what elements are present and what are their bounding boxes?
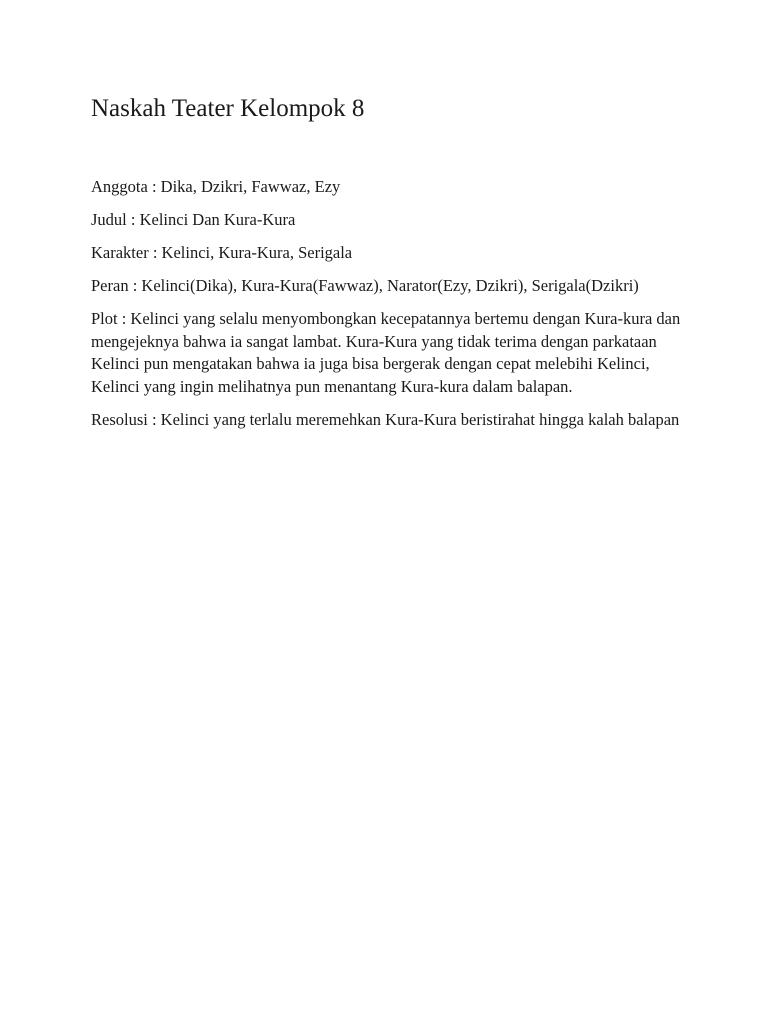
- story-title-line: Judul : Kelinci Dan Kura-Kura: [91, 210, 296, 229]
- document-title: Naskah Teater Kelompok 8: [91, 95, 365, 122]
- characters-line: Karakter : Kelinci, Kura-Kura, Serigala: [91, 243, 353, 262]
- resolution-paragraph: Resolusi : Kelinci yang terlalu meremehkan Kura-Kura beristirahat hingga kalah balapan: [91, 409, 680, 429]
- members-line: Anggota : Dika, Dzikri, Fawwaz, Ezy: [91, 177, 341, 196]
- roles-line: Peran : Kelinci(Dika), Kura-Kura(Fawwaz), Narator(Ezy, Dzikri), Serigala(Dzikri): [91, 276, 639, 295]
- plot-paragraph: Plot : Kelinci yang selalu menyombongkan kecepatannya bertemu dengan Kura-kura dan mengejeknya bahwa ia sangat lambat. Kura-Kura yang tidak terima dengan parkataan Kelinci pun mengatakan bahwa ia juga bisa bergerak dengan cepat melebihi Kelinci, Kelinci yang ingin melihatnya pun menantang Kura-kura dalam balapan.: [91, 309, 681, 396]
- document-body: [91, 92, 681, 442]
